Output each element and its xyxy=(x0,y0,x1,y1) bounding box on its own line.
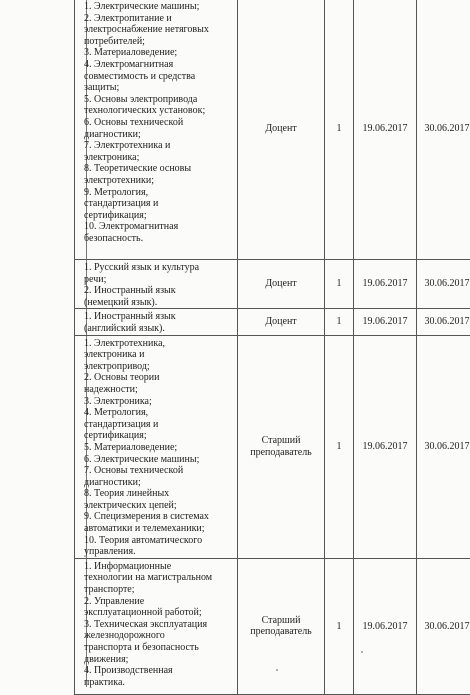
scan-speck xyxy=(276,669,278,671)
subject-line: 1. Русский язык и культура xyxy=(84,262,234,274)
subject-line: 4. Производственная xyxy=(84,665,234,677)
subject-line: 5. Основы электропривода xyxy=(84,94,234,106)
position-text: преподаватель xyxy=(238,447,324,459)
subject-line: потребителей; xyxy=(84,36,234,48)
subject-line: сертификация; xyxy=(84,210,234,222)
position-text: Доцент xyxy=(238,123,324,135)
subject-line: сертификация; xyxy=(84,430,234,442)
position-text: преподаватель xyxy=(238,626,324,638)
subject-line: транспорте; xyxy=(84,584,234,596)
subject-line: защиты; xyxy=(84,82,234,94)
subject-line: железнодорожного xyxy=(84,630,234,642)
subject-line: 7. Электротехника и xyxy=(84,140,234,152)
subject-line: 1. Электротехника, xyxy=(84,338,234,350)
subject-line: технологии на магистральном xyxy=(84,572,234,584)
position-cell xyxy=(238,335,325,558)
subject-line: 3. Электроника; xyxy=(84,396,234,408)
subject-line: 8. Теория линейных xyxy=(84,488,234,500)
table-row xyxy=(75,558,470,694)
subject-line: 2. Электропитание и xyxy=(84,13,234,25)
subject-line: 5. Материаловедение; xyxy=(84,442,234,454)
subject-line: речи; xyxy=(84,274,234,286)
subjects-cell xyxy=(75,309,238,335)
subject-line: электроника; xyxy=(84,152,234,164)
table-row xyxy=(75,0,470,260)
subject-line: (немецкий язык). xyxy=(84,297,234,309)
staff-table xyxy=(74,0,470,695)
subject-line: 2. Основы теории xyxy=(84,372,234,384)
subject-line: совместимость и средства xyxy=(84,71,234,83)
subject-line: надежности; xyxy=(84,384,234,396)
date-end-cell: 30.06.2017 xyxy=(417,309,470,335)
position-cell xyxy=(238,0,325,260)
position-text: Старший xyxy=(238,435,324,447)
subject-line: технологических установок; xyxy=(84,105,234,117)
subject-line: 2. Иностранный язык xyxy=(84,285,234,297)
date-start-cell: 19.06.2017 xyxy=(354,558,417,694)
date-start-cell: 19.06.2017 xyxy=(354,0,417,260)
scan-speck xyxy=(361,651,363,653)
subjects-cell xyxy=(75,558,238,694)
table-row xyxy=(75,309,470,335)
subject-line: электроника и xyxy=(84,349,234,361)
subject-line: стандартизация и xyxy=(84,198,234,210)
subject-line: 4. Метрология, xyxy=(84,407,234,419)
date-end-cell: 30.06.2017 xyxy=(417,260,470,309)
position-cell xyxy=(238,260,325,309)
subject-line: 2. Управление xyxy=(84,596,234,608)
subject-line: безопасность. xyxy=(84,233,234,245)
subject-line: 10. Теория автоматического xyxy=(84,535,234,547)
subject-line: 6. Электрические машины; xyxy=(84,454,234,466)
date-end-cell: 30.06.2017 xyxy=(417,335,470,558)
subject-line: 10. Электромагнитная xyxy=(84,221,234,233)
position-text: Старший xyxy=(238,615,324,627)
subject-line: стандартизация и xyxy=(84,419,234,431)
subject-line: движения; xyxy=(84,654,234,666)
date-start-cell: 19.06.2017 xyxy=(354,260,417,309)
subject-line: электроснабжение нетяговых xyxy=(84,24,234,36)
subject-line: 9. Специзмерения в системах xyxy=(84,511,234,523)
subject-line: 1. Иностранный язык xyxy=(84,311,234,323)
position-cell xyxy=(238,558,325,694)
date-end-cell: 30.06.2017 xyxy=(417,0,470,260)
subject-line: 4. Электромагнитная xyxy=(84,59,234,71)
subjects-cell xyxy=(75,260,238,309)
subject-line: электрических цепей; xyxy=(84,500,234,512)
subject-line: управления. xyxy=(84,546,234,558)
subject-line: 7. Основы технической xyxy=(84,465,234,477)
subject-line: диагностики; xyxy=(84,477,234,489)
subjects-cell xyxy=(75,335,238,558)
subject-line: 1. Электрические машины; xyxy=(84,1,234,13)
subject-line: автоматики и телемеханики; xyxy=(84,523,234,535)
rate-cell: 1 xyxy=(325,0,354,260)
subjects-cell xyxy=(75,0,238,260)
rate-cell: 1 xyxy=(325,335,354,558)
subject-line: электротехники; xyxy=(84,175,234,187)
date-start-cell: 19.06.2017 xyxy=(354,309,417,335)
rate-cell: 1 xyxy=(325,558,354,694)
subject-line: диагностики; xyxy=(84,129,234,141)
subject-line: 3. Техническая эксплуатация xyxy=(84,619,234,631)
date-start-cell: 19.06.2017 xyxy=(354,335,417,558)
position-text: Доцент xyxy=(238,278,324,290)
subject-line: практика. xyxy=(84,677,234,689)
position-text: Доцент xyxy=(238,316,324,328)
subject-line: 6. Основы технической xyxy=(84,117,234,129)
subject-line: 9. Метрология, xyxy=(84,187,234,199)
subject-line: 8. Теоретические основы xyxy=(84,163,234,175)
rate-cell: 1 xyxy=(325,309,354,335)
table-row xyxy=(75,335,470,558)
position-cell xyxy=(238,309,325,335)
subject-line: (английский язык). xyxy=(84,323,234,335)
subject-line: эксплуатационной работой; xyxy=(84,607,234,619)
date-end-cell: 30.06.2017 xyxy=(417,558,470,694)
subject-line: транспорта и безопасность xyxy=(84,642,234,654)
subject-line: 3. Материаловедение; xyxy=(84,47,234,59)
subject-line: 1. Информационные xyxy=(84,561,234,573)
table-row xyxy=(75,260,470,309)
rate-cell: 1 xyxy=(325,260,354,309)
subject-line: электропривод; xyxy=(84,361,234,373)
